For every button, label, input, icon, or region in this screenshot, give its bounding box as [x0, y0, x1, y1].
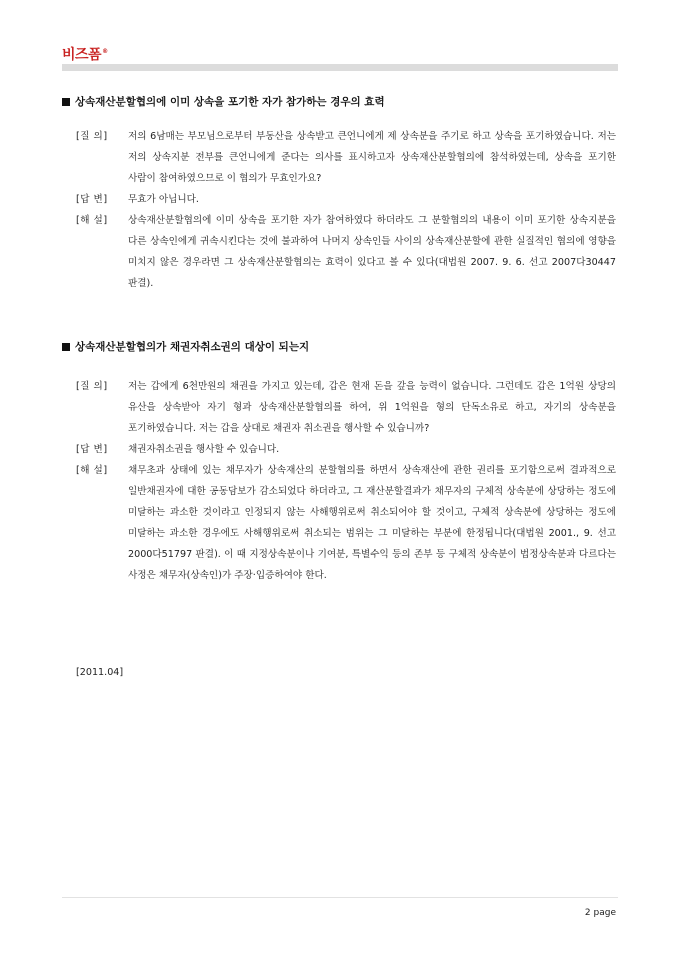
explain-row [76, 460, 618, 586]
square-bullet-icon [62, 343, 70, 351]
document-date: [2011.04] [76, 667, 124, 678]
bizform-logo: 비즈폼® [62, 47, 108, 63]
header-bar [62, 64, 618, 71]
explain-text: 채무초과 상태에 있는 채무자가 상속재산의 분할협의를 하면서 상속재산에 관한 권리를 포기함으로써 결과적으로 일반채권자에 대한 공동담보가 감소되었다 하더라고, 그 재산분할결과가 채무자의 구체적 상속분에 상당하는 정도에 미달하는 과소한 것이라고 인정되지 않는 사해행위로써 취소되어야 할 것이고, 구체적 상속분에 상당하는 정도에 미달하는 과소한 경우에도 사해행위로써 취소되는 범위는 그 미달하는 부분에 한정됩니다(대법원 2001., 9. 선고 2000다51797 판결). 이 때 지정상속분이나 기여분, 특별수익 등의 존부 등 구체적 상속분이 법정상속분과 다르다는 사정은 채무자(상속인)가 주장·입증하여야 한다. [128, 465, 616, 581]
qa-block-1 [76, 126, 618, 294]
answer-row [76, 439, 618, 460]
explain-tag: [해 설] [76, 465, 108, 476]
answer-row [76, 189, 618, 210]
answer-text: 채권자취소권을 행사할 수 있습니다. [128, 444, 280, 455]
question-row [76, 126, 618, 189]
answer-tag: [답 변] [76, 194, 108, 205]
answer-tag: [답 변] [76, 444, 108, 455]
explain-row [76, 210, 618, 294]
question-tag: [질 의] [76, 381, 108, 392]
question-tag: [질 의] [76, 131, 108, 142]
square-bullet-icon [62, 98, 70, 106]
explain-text: 상속재산분할협의에 이미 상속을 포기한 자가 참여하였다 하더라도 그 분할협의의 내용이 이미 포기한 상속지분을 다른 상속인에게 귀속시킨다는 것에 불과하여 나머지 상속인들 사이의 상속재산분할에 관한 실질적인 협의에 영향을 미치지 않은 경우라면 그 상속재산분할협의는 효력이 있다고 볼 수 있다(대법원 2007. 9. 6. 선고 2007다30447 판결). [128, 215, 616, 289]
question-text: 저의 6남매는 부모님으로부터 부동산을 상속받고 큰언니에게 제 상속분을 주기로 하고 상속을 포기하였습니다. 저는 저의 상속지분 전부를 큰언니에게 준다는 의사를 표시하고자 상속재산분할협의에 참석하였는데, 상속을 포기한 사람이 참여하였으므로 이 협의가 무효인가요? [128, 131, 616, 184]
qa-block-2 [76, 376, 618, 586]
page-number: 2 page [584, 908, 616, 918]
question-text: 저는 갑에게 6천만원의 채권을 가지고 있는데, 갑은 현재 돈을 갚을 능력이 없습니다. 그런데도 갑은 1억원 상당의 유산을 상속받아 자기 형과 상속재산분할협의를 하여, 위 1억원을 형의 단독소유로 하고, 자기의 상속분을 포기하였습니다. 저는 갑을 상대로 채권자 취소권을 행사할 수 있습니까? [128, 381, 616, 434]
footer-divider [62, 897, 618, 898]
registered-mark: ® [102, 48, 108, 56]
section-title-2: 상속재산분할협의가 채권자취소권의 대상이 되는지 [62, 339, 309, 354]
answer-text: 무효가 아닙니다. [128, 194, 199, 205]
section-title-1: 상속재산분할협의에 이미 상속을 포기한 자가 참가하는 경우의 효력 [62, 94, 385, 109]
question-row [76, 376, 618, 439]
explain-tag: [해 설] [76, 215, 108, 226]
